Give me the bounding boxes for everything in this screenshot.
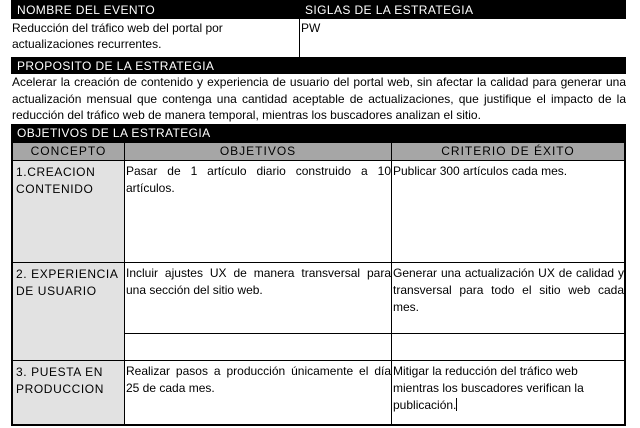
- objectives-header: OBJETIVOS DE LA ESTRATEGIA: [11, 125, 626, 142]
- criterion-spacer-2: [392, 334, 624, 360]
- concept-cell-1: 1.CREACION CONTENIDO: [13, 161, 124, 262]
- event-name-header: NOMBRE DEL EVENTO: [11, 2, 297, 18]
- column-header-criterion: CRITERIO DE ÉXITO: [392, 143, 624, 160]
- criterion-cell-2[interactable]: Generar una actualización UX de calidad y transversal para todo el sitio web cada mes.: [392, 263, 624, 333]
- concept-cell-2: 2. EXPERIENCIA DE USUARIO: [13, 263, 124, 360]
- objective-spacer-2: [125, 334, 391, 360]
- criterion-text-3: Mitigar la reducción del tráfico web mientras los buscadores verifican la publicación.: [393, 364, 584, 412]
- acronym-header: SIGLAS DE LA ESTRATEGIA: [299, 2, 626, 18]
- criterion-cell-3[interactable]: [392, 361, 624, 424]
- objective-cell-3[interactable]: Realizar pasos a producción únicamente el día 25 de cada mes.: [125, 361, 391, 424]
- strategy-sheet: [11, 0, 626, 426]
- purpose-header: PROPOSITO DE LA ESTRATEGIA: [11, 58, 626, 74]
- concept-cell-3: 3. PUESTA EN PRODUCCION: [13, 361, 124, 424]
- acronym-value[interactable]: PW: [300, 19, 626, 57]
- text-cursor: [456, 398, 457, 411]
- purpose-text[interactable]: Acelerar la creación de contenido y experiencia de usuario del portal web, sin afectar la calidad para generar una actualización mensual que contenga una cantidad aceptable de actualizaciones, que justifique el impacto de la reducción del tráfico web de manera temporal, mientras los buscadores analizan el sitio.: [12, 75, 626, 122]
- objective-cell-2[interactable]: Incluir ajustes UX de manera transversal para una sección del sitio web.: [125, 263, 391, 333]
- criterion-cell-1[interactable]: Publicar 300 artículos cada mes.: [392, 161, 624, 262]
- objective-cell-1[interactable]: Pasar de 1 artículo diario construido a 10 artículos.: [125, 161, 391, 262]
- column-header-concept: CONCEPTO: [13, 143, 124, 160]
- event-name-value[interactable]: Reducción del tráfico web del portal por actualizaciones recurrentes.: [11, 19, 299, 57]
- column-header-objectives: OBJETIVOS: [125, 143, 391, 160]
